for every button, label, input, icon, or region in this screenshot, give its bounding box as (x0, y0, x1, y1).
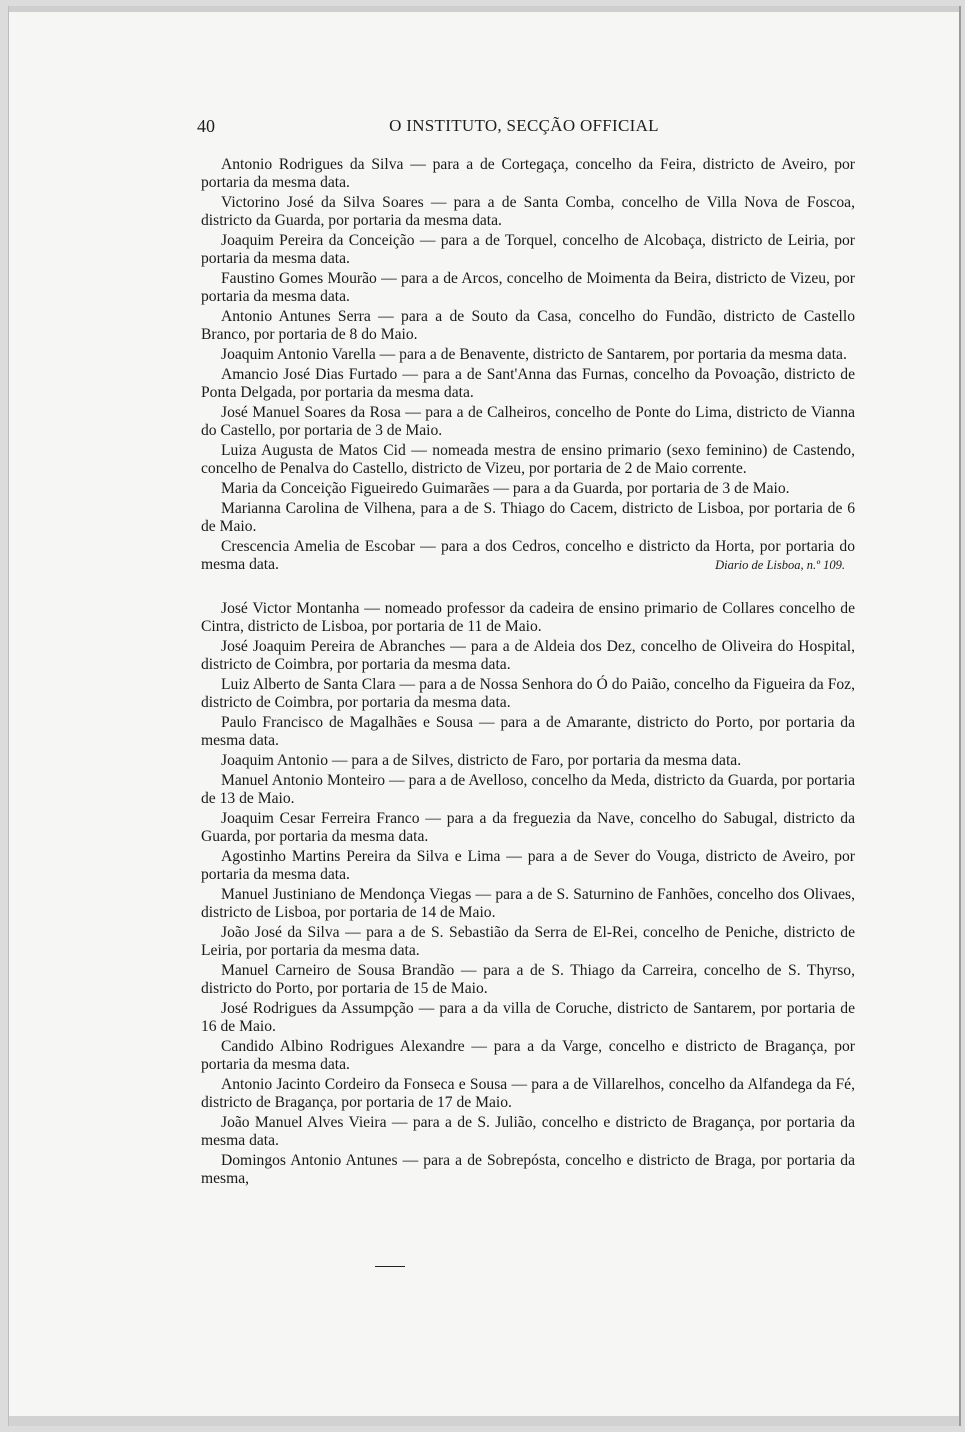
entry: José Rodrigues da Assumpção — para a da villa de Coruche, districto de Santarem, por portaria de 16 de Maio. (201, 1000, 855, 1035)
entry: Crescencia Amelia de Escobar — para a dos Cedros, concelho e districto da Horta, por portaria do mesma data. (201, 538, 855, 573)
running-title: O INSTITUTO, SECÇÃO OFFICIAL (389, 116, 659, 135)
entry: Amancio José Dias Furtado — para a de Sant'Anna das Furnas, concelho da Povoação, districto de Ponta Delgada, por portaria da mesma data. (201, 366, 855, 401)
end-rule (375, 1266, 405, 1267)
appointments-group-1 (201, 156, 855, 574)
entry: Joaquim Cesar Ferreira Franco — para a da freguezia da Nave, concelho do Sabugal, districto da Guarda, por portaria da mesma data. (201, 810, 855, 845)
entry: Manuel Antonio Monteiro — para a de Avelloso, concelho da Meda, districto da Guarda, por portaria de 13 de Maio. (201, 772, 855, 807)
page-number: 40 (197, 116, 215, 136)
entry: Maria da Conceição Figueiredo Guimarães — para a da Guarda, por portaria de 3 de Maio. (221, 480, 790, 497)
entry: José Manuel Soares da Rosa — para a de Calheiros, concelho de Ponte do Lima, districto de Vianna do Castello, por portaria de 3 de Maio. (201, 404, 855, 439)
entry: Agostinho Martins Pereira da Silva e Lima — para a de Sever do Vouga, districto de Aveiro, por portaria da mesma data. (201, 848, 855, 883)
entry: José Joaquim Pereira de Abranches — para a de Aldeia dos Dez, concelho de Oliveira do Hospital, districto de Coimbra, por portaria da mesma data. (201, 638, 855, 673)
entry: Joaquim Antonio Varella — para a de Benavente, districto de Santarem, por portaria da mesma data. (221, 346, 847, 363)
document-page (8, 6, 961, 1426)
entry: Manuel Justiniano de Mendonça Viegas — para a de S. Saturnino de Fanhões, concelho dos Olivaes, districto de Lisboa, por portaria de 14 de Maio. (201, 886, 855, 921)
entry: Luiza Augusta de Matos Cid — nomeada mestra de ensino primario (sexo feminino) de Castendo, concelho de Penalva do Castello, districto de Vizeu, por portaria de 2 de Maio corrente. (201, 442, 855, 477)
entry: Joaquim Pereira da Conceição — para a de Torquel, concelho de Alcobaça, districto de Leiria, por portaria da mesma data. (201, 232, 855, 267)
appointments-group-2 (201, 600, 855, 1188)
source-citation: Diario de Lisboa, n.º 109. (715, 558, 845, 572)
entry: Paulo Francisco de Magalhães e Sousa — para a de Amarante, districto do Porto, por portaria da mesma data. (201, 714, 855, 749)
scan-edge-top (9, 6, 959, 12)
scan-edge-bottom (9, 1416, 959, 1426)
entry: Antonio Jacinto Cordeiro da Fonseca e Sousa — para a de Villarelhos, concelho da Alfandega da Fé, districto de Bragança, por portaria de 17 de Maio. (201, 1076, 855, 1111)
body-text (201, 156, 855, 1190)
entry: Antonio Antunes Serra — para a de Souto da Casa, concelho do Fundão, districto de Castello Branco, por portaria de 8 do Maio. (201, 308, 855, 343)
entry: Manuel Carneiro de Sousa Brandão — para a de S. Thiago da Carreira, concelho de S. Thyrso, districto do Porto, por portaria de 15 de Maio. (201, 962, 855, 997)
page-header (197, 116, 851, 142)
entry: Victorino José da Silva Soares — para a de Santa Comba, concelho de Villa Nova de Foscoa, districto da Guarda, por portaria da mesma data. (201, 194, 855, 229)
entry: Joaquim Antonio — para a de Silves, districto de Faro, por portaria da mesma data. (221, 752, 742, 769)
entry: Candido Albino Rodrigues Alexandre — para a da Varge, concelho e districto de Bragança, por portaria da mesma data. (201, 1038, 855, 1073)
entry: Domingos Antonio Antunes — para a de Sobrepósta, concelho e districto de Braga, por portaria da mesma, (201, 1152, 855, 1187)
entry: Luiz Alberto de Santa Clara — para a de Nossa Senhora do Ó do Paião, concelho da Figueira da Foz, districto de Coimbra, por portaria da mesma data. (201, 676, 855, 711)
entry: Marianna Carolina de Vilhena, para a de S. Thiago do Cacem, districto de Lisboa, por portaria de 6 de Maio. (201, 500, 855, 535)
entry: João José da Silva — para a de S. Sebastião da Serra de El-Rei, concelho de Peniche, districto de Leiria, por portaria da mesma data. (201, 924, 855, 959)
entry: Faustino Gomes Mourão — para a de Arcos, concelho de Moimenta da Beira, districto de Vizeu, por portaria da mesma data. (201, 270, 855, 305)
entry: Antonio Rodrigues da Silva — para a de Cortegaça, concelho da Feira, districto de Aveiro, por portaria da mesma data. (201, 156, 855, 191)
entry: José Victor Montanha — nomeado professor da cadeira de ensino primario de Collares concelho de Cintra, districto de Lisboa, por portaria de 11 de Maio. (201, 600, 855, 635)
entry: João Manuel Alves Vieira — para a de S. Julião, concelho e districto de Bragança, por portaria da mesma data. (201, 1114, 855, 1149)
